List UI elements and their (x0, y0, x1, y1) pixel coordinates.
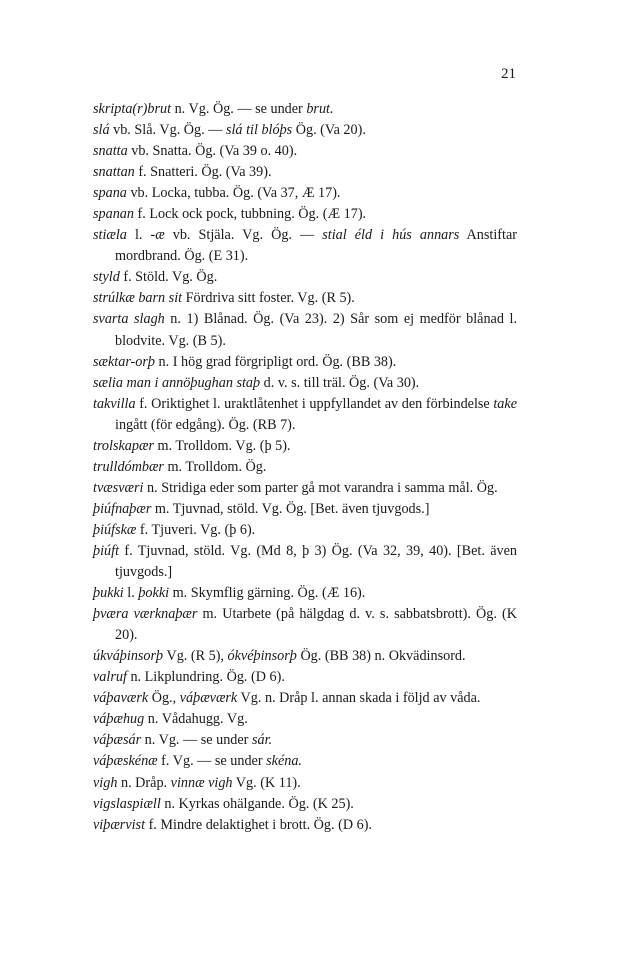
italic-term: snattan (93, 164, 135, 181)
italic-term: váþæværk (179, 690, 238, 707)
entry-text: vb. Slå. Vg. Ög. — (109, 122, 226, 139)
glossary-entry (93, 436, 517, 457)
entry-text: Ög. (Va 20). (292, 122, 366, 139)
entry-text: Anstiftar mordbrand. Ög. (E 31). (115, 227, 517, 265)
glossary-entry (93, 267, 517, 288)
glossary-entry (93, 794, 517, 815)
italic-term: snatta (93, 143, 128, 160)
italic-term: valruf (93, 669, 127, 686)
italic-term: take (493, 395, 517, 412)
entry-text: d. v. s. till träl. Ög. (Va 30). (260, 374, 420, 391)
entry-text: vb. Locka, tubba. Ög. (Va 37, Æ 17). (126, 185, 341, 202)
glossary-entry (93, 815, 517, 836)
entry-text: n. Vg. Ög. — se under (171, 101, 307, 117)
italic-term: þiúfnaþær (93, 500, 152, 517)
italic-term: váþæhug (93, 711, 145, 728)
italic-term: stiæla (93, 227, 127, 244)
entry-text: vb. Snatta. Ög. (Va 39 o. 40). (127, 143, 298, 160)
glossary-entry (93, 520, 517, 541)
glossary-entry (93, 688, 517, 709)
italic-term: úkváþinsorþ (93, 648, 164, 665)
italic-term: slá til blóþs (225, 122, 293, 139)
glossary-entry (93, 394, 517, 436)
glossary-entry (93, 373, 517, 394)
italic-term: styld (93, 269, 120, 286)
glossary-entry (93, 141, 517, 162)
italic-term: brut. (306, 101, 334, 117)
entry-text: f. Tjuveri. Vg. (þ 6). (136, 521, 256, 538)
glossary-entry (93, 646, 517, 667)
italic-term: sæktar-orþ (93, 353, 155, 370)
italic-term: vigslaspiæll (93, 795, 161, 812)
entry-text: m. Skymflig gärning. Ög. (Æ 16). (169, 585, 366, 602)
glossary-entry (93, 773, 517, 794)
glossary-entry (93, 162, 517, 183)
entry-text: vb. Stjäla. Vg. Ög. — (164, 227, 323, 244)
glossary-entry (93, 583, 517, 604)
glossary-entries (93, 99, 517, 836)
italic-term: sælia man i annöþughan staþ (93, 374, 261, 391)
entry-text: n. Vådahugg. Vg. (144, 711, 248, 728)
glossary-entry (93, 499, 517, 520)
italic-term: ókvéþinsorþ (227, 648, 297, 665)
italic-term: viþærvist (93, 816, 146, 833)
entry-text: m. Utarbete (på hälgdag d. v. s. sabbatsbrott). Ög. (K 20). (115, 606, 517, 644)
italic-term: slá (93, 122, 110, 139)
entry-text: f. Vg. — se under (157, 753, 267, 770)
italic-term: váþæsár (93, 732, 142, 749)
entry-text: n. Vg. — se under (141, 732, 252, 749)
italic-term: vinnæ vigh (170, 774, 233, 791)
italic-term: æ (155, 227, 165, 244)
glossary-entry (93, 352, 517, 373)
entry-text: m. Tjuvnad, stöld. Vg. Ög. [Bet. även tjuvgods.] (151, 500, 430, 517)
glossary-entry (93, 751, 517, 772)
italic-term: trulldómbær (93, 458, 164, 475)
italic-term: þværa værknaþær (93, 606, 198, 623)
entry-text: n. Kyrkas ohälgande. Ög. (K 25). (160, 795, 354, 812)
glossary-entry (93, 204, 517, 225)
entry-text: f. Tjuvnad, stöld. Vg. (Md 8, þ 3) Ög. (Va 32, 39, 40). [Bet. även tjuvgods.] (115, 542, 517, 581)
entry-text: m. Trolldom. Vg. (þ 5). (153, 437, 291, 454)
entry-text: n. Dråp. (117, 774, 171, 791)
glossary-entry (93, 730, 517, 751)
entry-text: f. Stöld. Vg. Ög. (119, 269, 218, 286)
italic-term: stial éld i hús annars (322, 227, 460, 244)
entry-text: f. Lock ock pock, tubbning. Ög. (Æ 17). (134, 206, 367, 223)
italic-term: váþæskénæ (93, 753, 158, 770)
glossary-entry (93, 288, 517, 309)
italic-term: þiúft (93, 542, 120, 559)
entry-text: f. Mindre delaktighet i brott. Ög. (D 6). (145, 816, 372, 833)
italic-term: sár. (251, 732, 273, 749)
glossary-entry (93, 309, 517, 351)
glossary-entry (93, 709, 517, 730)
italic-term: vigh (93, 774, 118, 791)
glossary-entry (93, 183, 517, 204)
italic-term: spana (93, 185, 127, 202)
entry-text: ingått (för edgång). Ög. (RB 7). (115, 416, 296, 433)
entry-text: Vg. (R 5), (163, 648, 228, 665)
italic-term: takvilla (93, 395, 136, 412)
entry-text: n. 1) Blånad. Ög. (Va 23). 2) Sår som ej medför blånad l. blodvite. Vg. (B 5). (115, 311, 517, 349)
glossary-entry (93, 604, 517, 646)
italic-term: tvæsværi (93, 479, 144, 496)
glossary-entry (93, 225, 517, 267)
glossary-entry (93, 667, 517, 688)
italic-term: trolskapær (93, 437, 154, 454)
entry-text: l. (123, 585, 139, 602)
glossary-entry (93, 478, 517, 499)
glossary-entry (93, 120, 517, 141)
italic-term: skéna. (266, 753, 302, 770)
entry-text: n. Stridiga eder som parter gå mot varandra i samma mål. Ög. (143, 479, 498, 496)
italic-term: spanan (93, 206, 134, 223)
entry-text: n. Likplundring. Ög. (D 6). (126, 669, 285, 686)
italic-term: skripta(r)brut (93, 101, 172, 117)
entry-text: m. Trolldom. Ög. (163, 458, 267, 475)
italic-term: strúlkæ barn sit (93, 290, 183, 307)
entry-text: n. I hög grad förgripligt ord. Ög. (BB 38). (155, 353, 397, 370)
italic-term: þokki (138, 585, 170, 602)
italic-term: svarta slagh (93, 311, 165, 328)
entry-text: l. - (126, 227, 156, 244)
entry-text: f. Snatteri. Ög. (Va 39). (134, 164, 272, 181)
entry-text: Ög., (148, 690, 180, 707)
entry-text: f. Oriktighet l. uraktlåtenhet i uppfyllandet av den förbindelse (135, 395, 494, 412)
italic-term: þiúfskæ (93, 521, 137, 538)
entry-text: Ög. (BB 38) n. Okvädinsord. (296, 648, 466, 665)
glossary-entry (93, 99, 517, 120)
entry-text: Vg. (K 11). (232, 774, 301, 791)
entry-text: Vg. n. Dråp l. annan skada i följd av våda. (237, 690, 481, 707)
glossary-entry (93, 457, 517, 478)
page-number: 21 (501, 66, 516, 82)
glossary-entry (93, 541, 517, 583)
entry-text: Fördriva sitt foster. Vg. (R 5). (182, 290, 355, 307)
italic-term: þukki (93, 585, 124, 602)
italic-term: váþaværk (93, 690, 149, 707)
